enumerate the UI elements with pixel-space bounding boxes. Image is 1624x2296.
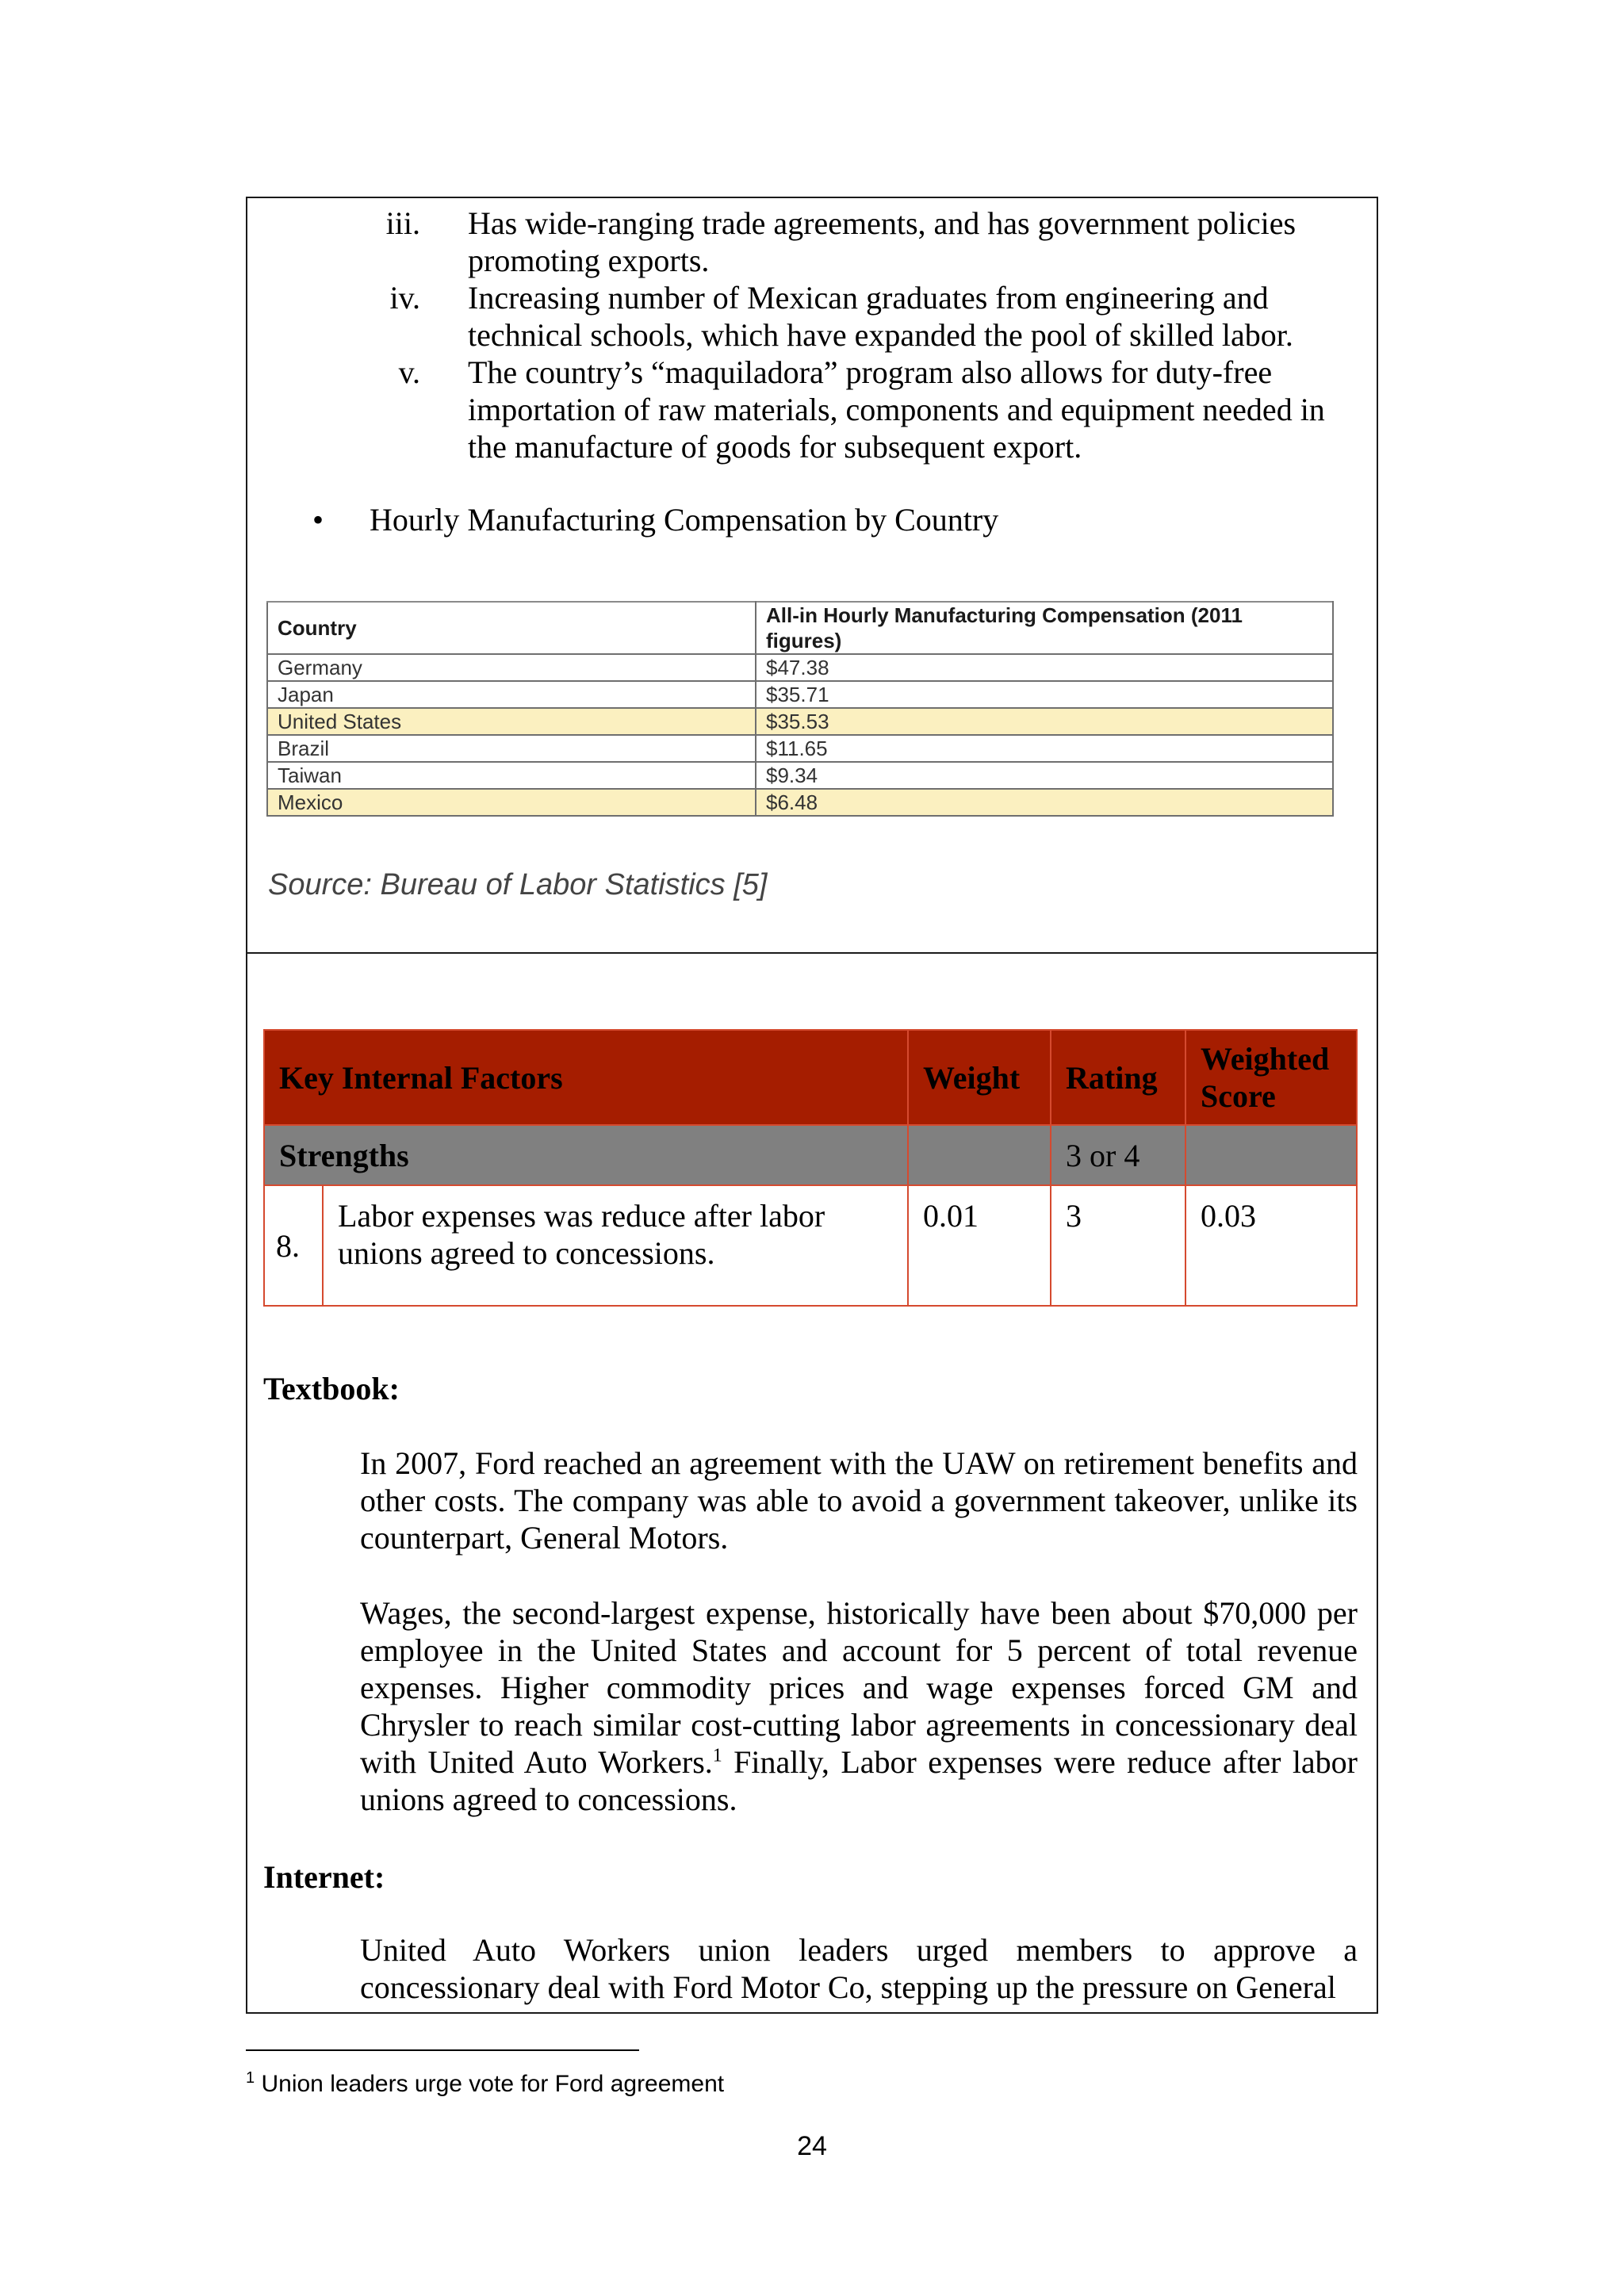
table-row	[267, 762, 1333, 789]
column-header-factors: Key Internal Factors	[264, 1030, 908, 1125]
bullet-icon: •	[312, 502, 324, 538]
factor-rating: 3	[1051, 1185, 1185, 1306]
list-number: iii.	[385, 205, 420, 241]
textbook-paragraph	[360, 1594, 1358, 1818]
value-cell: $11.65	[756, 735, 1333, 762]
table-row-highlighted	[267, 789, 1333, 816]
internet-heading: Internet:	[263, 1859, 385, 1895]
country-cell: Mexico	[267, 789, 756, 816]
list-number: iv.	[389, 280, 420, 316]
section-rating: 3 or 4	[1051, 1125, 1185, 1185]
footnote	[246, 2071, 724, 2098]
paragraph-text-part: Wages, the second-largest expense, historically have been about $70,000 per employee in the United States and account for 5 percent of total revenue expenses. Higher commodity prices and wage expenses forced GM and Chrysler to reach similar cost-cutting labor agreements in concessionary deal with United Auto Workers.	[360, 1595, 1358, 1780]
factor-description: Labor expenses was reduce after labor unions agreed to concessions.	[323, 1185, 908, 1306]
table-row-highlighted	[267, 708, 1333, 735]
table-row	[267, 735, 1333, 762]
paragraph-text: In 2007, Ford reached an agreement with the UAW on retirement benefits and other costs. The company was able to avoid a government takeover, unlike its counterpart, General Motors.	[360, 1445, 1358, 1556]
compensation-table	[266, 601, 1334, 817]
country-cell: United States	[267, 708, 756, 735]
content-box	[246, 197, 1378, 2014]
factor-weighted-score: 0.03	[1185, 1185, 1357, 1306]
page-number: 24	[797, 2131, 827, 2161]
country-cell: Brazil	[267, 735, 756, 762]
paragraph-text: United Auto Workers union leaders urged members to approve a concessionary deal with Ford Motor Co, stepping up the pressure on General	[360, 1932, 1358, 2005]
list-text: The country’s “maquiladora” program also allows for duty-free importation of raw materials, components and equipment needed in the manufacture of goods for subsequent export.	[468, 354, 1325, 465]
internet-paragraph	[360, 1931, 1358, 2006]
list-number: v.	[398, 354, 420, 390]
country-cell: Japan	[267, 681, 756, 708]
section-weight	[908, 1125, 1051, 1185]
footnote-separator	[246, 2049, 639, 2051]
column-header-rating: Rating	[1051, 1030, 1185, 1125]
textbook-heading: Textbook:	[263, 1371, 400, 1406]
footnote-reference[interactable]: 1	[712, 1745, 722, 1766]
value-cell: $35.53	[756, 708, 1333, 735]
key-internal-factors-table	[263, 1029, 1358, 1307]
value-cell: $35.71	[756, 681, 1333, 708]
box-divider	[246, 952, 1378, 954]
section-label: Strengths	[264, 1125, 908, 1185]
factor-weight: 0.01	[908, 1185, 1051, 1306]
table-source: Source: Bureau of Labor Statistics [5]	[268, 868, 768, 901]
factor-number: 8.	[264, 1185, 323, 1306]
bullet-text: Hourly Manufacturing Compensation by Country	[370, 502, 999, 538]
table-header-row	[267, 602, 1333, 654]
table-row	[264, 1185, 1357, 1306]
country-cell: Germany	[267, 654, 756, 681]
table-header-row	[264, 1030, 1357, 1125]
footnote-number: 1	[246, 2069, 255, 2087]
textbook-paragraph	[360, 1445, 1358, 1556]
value-cell: $47.38	[756, 654, 1333, 681]
table-row	[267, 681, 1333, 708]
paragraph-text-part: Finally, Labor expenses were reduce after labor unions agreed to concessions.	[360, 1744, 1358, 1817]
value-cell: $6.48	[756, 789, 1333, 816]
list-text: Has wide-ranging trade agreements, and has government policies promoting exports.	[468, 205, 1297, 278]
country-cell: Taiwan	[267, 762, 756, 789]
column-header-weighted-score: Weighted Score	[1185, 1030, 1357, 1125]
value-cell: $9.34	[756, 762, 1333, 789]
table-row	[267, 654, 1333, 681]
paragraph-text	[360, 1594, 1358, 1818]
list-text: Increasing number of Mexican graduates from engineering and technical schools, which have expanded the pool of skilled labor.	[468, 280, 1293, 353]
footnote-text: Union leaders urge vote for Ford agreement	[261, 2071, 725, 2097]
column-header-compensation: All-in Hourly Manufacturing Compensation (2011 figures)	[756, 602, 1333, 654]
section-score	[1185, 1125, 1357, 1185]
column-header-country: Country	[267, 602, 756, 654]
column-header-weight: Weight	[908, 1030, 1051, 1125]
section-row-strengths	[264, 1125, 1357, 1185]
